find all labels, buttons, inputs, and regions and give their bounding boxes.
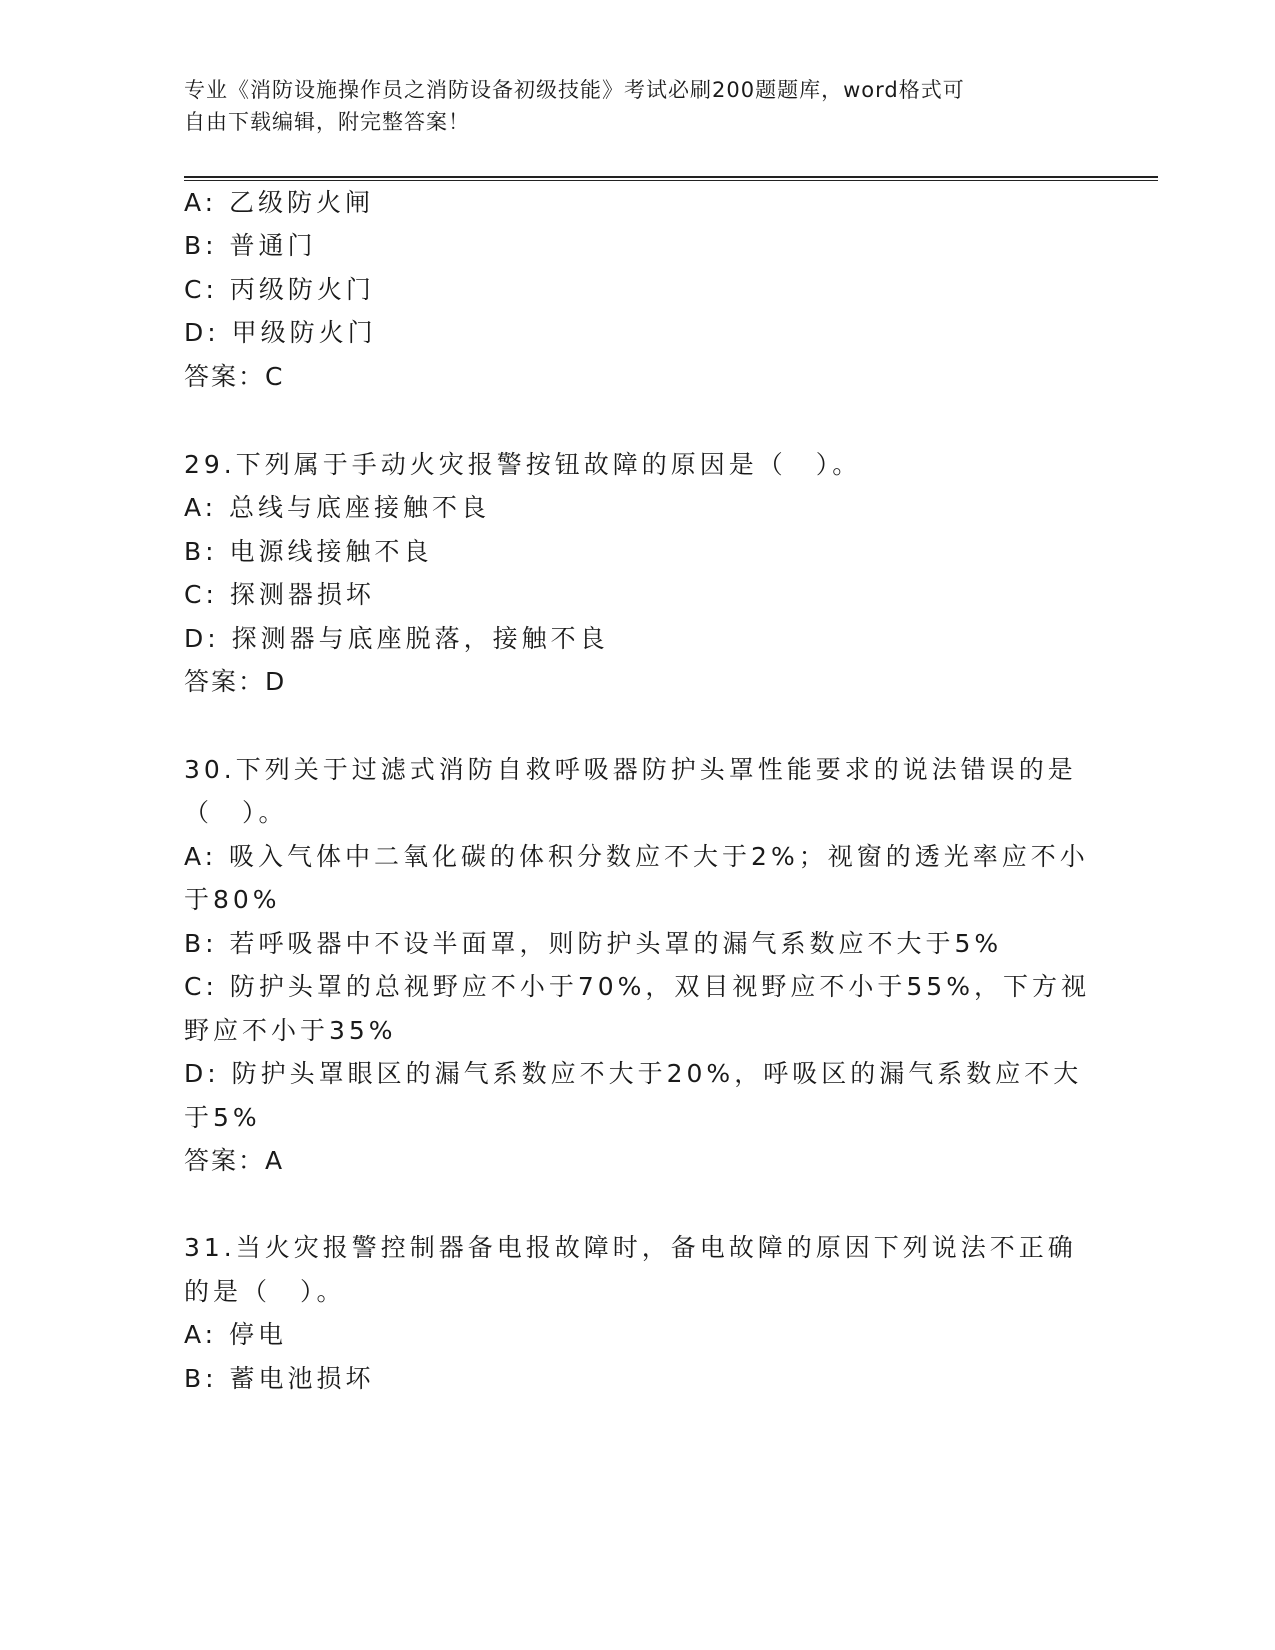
q28-option-c: C: 丙级防火门 <box>184 275 375 304</box>
q30-option-a-line-2: 于80% <box>184 885 281 914</box>
q31-stem-line-1: 31.当火灾报警控制器备电报故障时，备电故障的原因下列说法不正确 <box>184 1233 1077 1262</box>
page-header <box>184 74 1084 138</box>
q30-option-c-line-1: C: 防护头罩的总视野应不小于70%，双目视野应不小于55%，下方视 <box>184 972 1090 1001</box>
header-line-2: 自由下载编辑，附完整答案！ <box>184 110 470 134</box>
q29-option-d: D: 探测器与底座脱落，接触不良 <box>184 624 609 653</box>
q31-stem-line-2: 的是（ ）。 <box>184 1277 346 1306</box>
q30-stem-line-2: （ ）。 <box>184 798 288 827</box>
q30-option-b: B: 若呼吸器中不设半面罩，则防护头罩的漏气系数应不大于5% <box>184 929 1003 958</box>
q30-stem-line-1: 30.下列关于过滤式消防自救呼吸器防护头罩性能要求的说法错误的是 <box>184 755 1077 784</box>
q29-answer: 答案：D <box>184 667 287 696</box>
q28-option-a: A: 乙级防火闸 <box>184 188 375 217</box>
q28-answer: 答案：C <box>184 362 285 391</box>
q30-answer: 答案：A <box>184 1146 285 1175</box>
header-divider <box>184 176 1158 181</box>
q30-option-c-line-2: 野应不小于35% <box>184 1016 397 1045</box>
q29-stem: 29.下列属于手动火灾报警按钮故障的原因是（ ）。 <box>184 450 862 479</box>
q28-option-b: B: 普通门 <box>184 231 317 260</box>
q30-option-d-line-2: 于5% <box>184 1103 261 1132</box>
q29-option-c: C: 探测器损坏 <box>184 580 375 609</box>
q31-option-b: B: 蓄电池损坏 <box>184 1364 375 1393</box>
q29-option-a: A: 总线与底座接触不良 <box>184 493 491 522</box>
q31-option-a: A: 停电 <box>184 1320 288 1349</box>
q29-option-b: B: 电源线接触不良 <box>184 537 433 566</box>
q30-option-d-line-1: D: 防护头罩眼区的漏气系数应不大于20%，呼吸区的漏气系数应不大 <box>184 1059 1083 1088</box>
q30-option-a-line-1: A: 吸入气体中二氧化碳的体积分数应不大于2%；视窗的透光率应不小 <box>184 842 1089 871</box>
header-line-1: 专业《消防设施操作员之消防设备初级技能》考试必刷200题题库，word格式可 <box>184 78 965 102</box>
q28-option-d: D: 甲级防火门 <box>184 318 377 347</box>
